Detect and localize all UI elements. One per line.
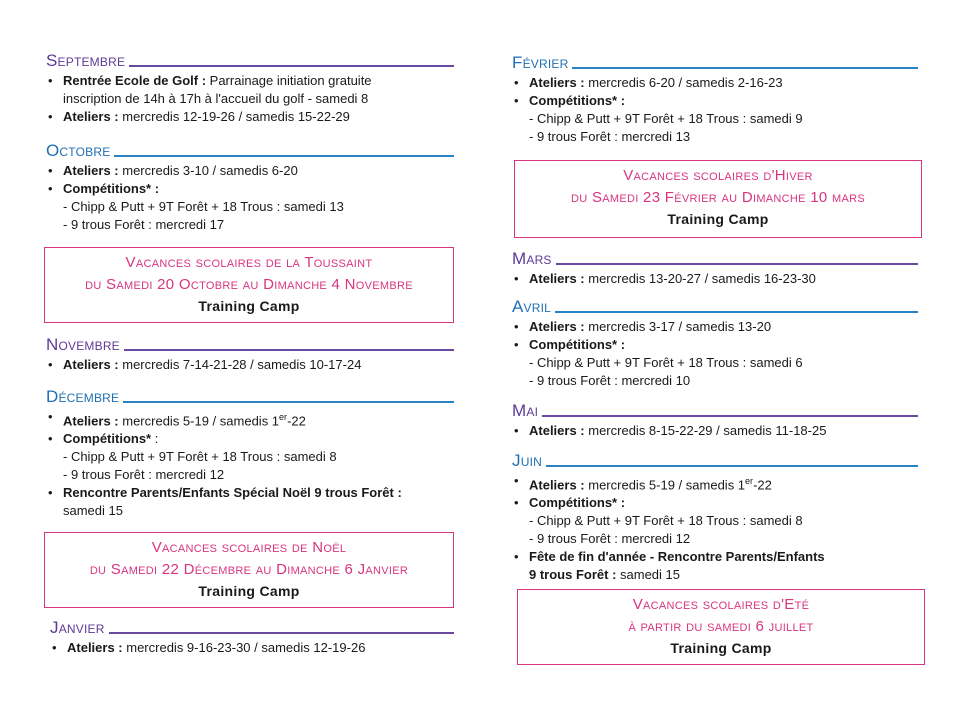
list-item [46,356,454,374]
competition-line: - Chipp & Putt + 9T Forêt + 18 Trous : samedi 8 [529,513,803,529]
vacation-box-hiver [514,160,922,238]
item-text: mercredis 5-19 / samedis 1 [118,413,280,429]
item-label: Ateliers : [529,319,585,334]
month-header [512,248,918,268]
month-header [46,386,454,406]
item-label: Compétitions* : [529,495,626,511]
header-rule [572,67,918,69]
competition-line: - 9 trous Forêt : mercredi 10 [529,373,691,388]
item-label: Ateliers : [63,413,119,429]
month-header [512,52,918,72]
month-septembre [46,50,454,126]
month-header [50,617,454,637]
header-rule [109,632,454,634]
vacation-dates: du Samedi 23 Février au Dimanche 10 mars [570,189,865,206]
item-text: Parrainage initiation gratuite [206,73,372,88]
vacation-title: Vacances scolaires de Noël [151,539,347,556]
vacation-dates: du Samedi 22 Décembre au Dimanche 6 Janvier [89,561,409,578]
vacation-title: Vacances scolaires de la Toussaint [125,254,373,271]
item-label: Compétitions* [63,431,152,447]
item-text: -22 [753,477,772,493]
month-mars [512,248,918,288]
competition-line: - 9 trous Forêt : mercredi 17 [63,217,225,232]
header-rule [124,349,454,351]
item-text: : [151,431,159,447]
month-title: Mars [512,249,552,268]
vacation-activity: Training Camp [667,211,769,227]
item-superscript: er [745,476,754,486]
competition-line: - Chipp & Putt + 9T Forêt + 18 Trous : samedi 9 [529,111,803,126]
header-rule [556,263,918,265]
list-item [512,318,918,336]
list-item [46,162,454,180]
list-item [46,180,454,198]
month-header [46,140,454,160]
item-text: mercredis 8-15-22-29 / samedis 11-18-25 [584,423,827,438]
list-item [46,430,454,448]
month-fevrier [512,52,918,146]
item-label: Compétitions* : [529,337,626,352]
item-text: samedi 15 [616,567,680,583]
list-item [46,72,454,90]
list-item [512,92,918,110]
item-continuation: inscription de 14h à 17h à l'accueil du golf - samedi 8 [63,91,369,106]
vacation-box-ete [517,589,925,665]
month-title: Février [512,53,569,72]
month-title: Janvier [50,618,105,637]
competition-line: - Chipp & Putt + 9T Forêt + 18 Trous : samedi 8 [63,449,337,465]
header-rule [546,465,918,467]
item-text: mercredis 7-14-21-28 / samedis 10-17-24 [118,357,362,372]
header-rule [542,415,918,417]
item-label: Ateliers : [63,109,119,124]
competition-line: - Chipp & Putt + 9T Forêt + 18 Trous : samedi 6 [529,355,803,370]
item-continuation [512,566,918,584]
item-text: mercredis 12-19-26 / samedis 15-22-29 [118,109,350,124]
list-item [512,422,918,440]
header-rule [114,155,454,157]
header-rule [129,65,454,67]
vacation-activity: Training Camp [198,583,300,599]
vacation-dates: à partir du samedi 6 juillet [628,618,814,635]
item-text: mercredis 6-20 / samedis 2-16-23 [584,75,783,90]
list-item [46,484,454,502]
competition-line: - 9 trous Forêt : mercredi 12 [529,531,691,547]
list-item [46,408,454,430]
item-text: mercredis 3-17 / samedis 13-20 [584,319,772,334]
list-item [512,548,918,566]
item-text: mercredis 3-10 / samedis 6-20 [118,163,298,178]
list-item [512,336,918,354]
item-label: Ateliers : [529,477,585,493]
month-mai [512,400,918,440]
month-janvier [50,617,454,657]
month-header [512,400,918,420]
month-title: Novembre [46,335,120,354]
list-item [50,639,454,657]
vacation-activity: Training Camp [198,298,300,314]
item-continuation: samedi 15 [63,503,123,519]
header-rule [123,401,454,403]
month-header [512,296,918,316]
item-text: -22 [287,413,306,429]
item-text: mercredis 9-16-23-30 / samedis 12-19-26 [122,640,366,655]
item-label: Fête de fin d'année - Rencontre Parents/Enfants [529,549,825,565]
vacation-title: Vacances scolaires d'Eté [632,596,810,613]
month-header [46,334,454,354]
month-header [512,450,918,470]
item-label: Compétitions* : [529,93,626,108]
item-label: Rentrée Ecole de Golf : [63,73,207,88]
item-text: mercredis 13-20-27 / samedis 16-23-30 [584,271,816,286]
list-item [512,270,918,288]
list-item [46,108,454,126]
list-item [512,472,918,494]
vacation-box-noel [44,532,454,608]
item-text: mercredis 5-19 / samedis 1 [584,477,746,493]
vacation-box-toussaint [44,247,454,323]
item-label: 9 trous Forêt : [529,567,617,583]
vacation-dates: du Samedi 20 Octobre au Dimanche 4 Novembre [85,276,413,293]
month-title: Avril [512,297,552,316]
month-header [46,50,454,70]
item-label: Compétitions* : [63,181,160,196]
month-title: Juin [512,451,542,470]
vacation-title: Vacances scolaires d'Hiver [623,167,813,184]
item-label: Ateliers : [529,271,585,286]
competition-line: - 9 trous Forêt : mercredi 13 [529,129,691,144]
item-superscript: er [279,412,288,422]
item-label: Rencontre Parents/Enfants Spécial Noël 9 trous Forêt : [63,485,402,501]
item-label: Ateliers : [67,640,123,655]
item-label: Ateliers : [63,163,119,178]
month-octobre [46,140,454,234]
month-juin [512,450,918,584]
item-label: Ateliers : [63,357,119,372]
month-decembre [46,386,454,520]
month-title: Septembre [46,51,126,70]
list-item [512,74,918,92]
competition-line: - 9 trous Forêt : mercredi 12 [63,467,225,483]
month-title: Décembre [46,387,120,406]
vacation-activity: Training Camp [670,640,772,656]
header-rule [555,311,918,313]
month-title: Octobre [46,141,111,160]
competition-line: - Chipp & Putt + 9T Forêt + 18 Trous : samedi 13 [63,199,344,214]
month-avril [512,296,918,390]
month-novembre [46,334,454,374]
month-title: Mai [512,401,539,420]
item-label: Ateliers : [529,423,585,438]
list-item [512,494,918,512]
item-label: Ateliers : [529,75,585,90]
